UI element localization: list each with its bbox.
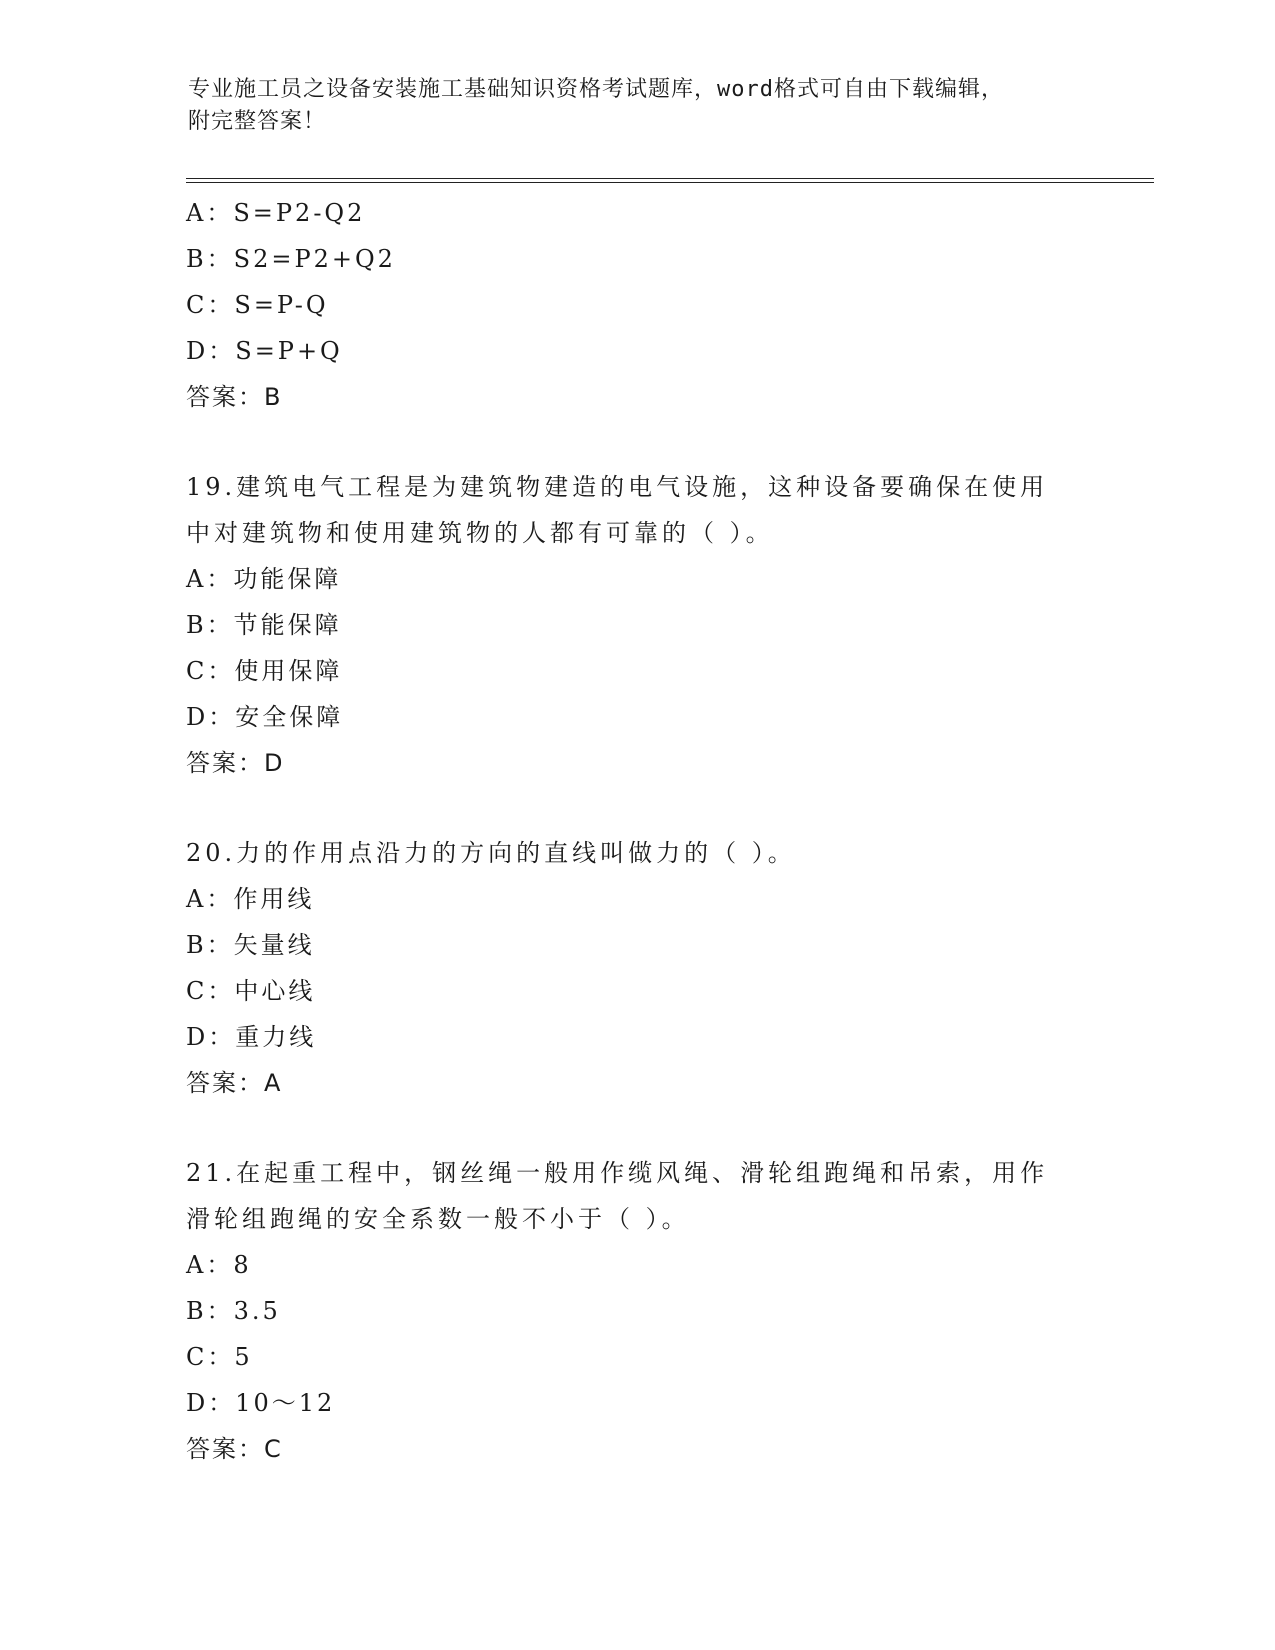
- question-text-line-2: 中对建筑物和使用建筑物的人都有可靠的（ ）。: [186, 519, 774, 547]
- question-20: [186, 830, 1086, 1106]
- option-a: A：S=P2-Q2: [186, 199, 366, 227]
- header-line-1: 专业施工员之设备安装施工基础知识资格考试题库，word格式可自由下载编辑，: [188, 77, 1004, 102]
- question-list: [186, 190, 1086, 1472]
- answer-line: 答案：A: [186, 1069, 283, 1097]
- option-a: A：作用线: [186, 885, 315, 913]
- option-c: C：中心线: [186, 977, 316, 1005]
- option-b: B：节能保障: [186, 611, 342, 639]
- option-d: D：安全保障: [186, 703, 344, 731]
- option-c: C：S=P-Q: [186, 291, 329, 319]
- option-c: C：使用保障: [186, 657, 343, 685]
- answer-line: 答案：C: [186, 1435, 283, 1463]
- option-b: B：3.5: [186, 1297, 281, 1325]
- document-header: [188, 74, 1068, 138]
- option-a: A：8: [186, 1251, 252, 1279]
- header-divider-top: [186, 178, 1154, 179]
- option-c: C：5: [186, 1343, 253, 1371]
- question-19: [186, 464, 1086, 786]
- question-text-line-2: 滑轮组跑绳的安全系数一般不小于（ ）。: [186, 1205, 690, 1233]
- option-b: B：S2=P2+Q2: [186, 245, 396, 273]
- option-b: B：矢量线: [186, 931, 315, 959]
- option-d: D：S=P+Q: [186, 337, 343, 365]
- question-text-line-1: 19.建筑电气工程是为建筑物建造的电气设施，这种设备要确保在使用: [186, 473, 1049, 501]
- option-d: D：10～12: [186, 1389, 336, 1417]
- answer-line: 答案：D: [186, 749, 285, 777]
- answer-line: 答案：B: [186, 383, 283, 411]
- question-text-line-1: 20.力的作用点沿力的方向的直线叫做力的（ ）。: [186, 839, 796, 867]
- header-line-2: 附完整答案！: [188, 109, 327, 134]
- question-21: [186, 1150, 1086, 1472]
- option-a: A：功能保障: [186, 565, 342, 593]
- header-divider-bottom: [186, 182, 1154, 183]
- option-d: D：重力线: [186, 1023, 317, 1051]
- question-18: [186, 190, 1086, 420]
- question-text-line-1: 21.在起重工程中，钢丝绳一般用作缆风绳、滑轮组跑绳和吊索，用作: [186, 1159, 1049, 1187]
